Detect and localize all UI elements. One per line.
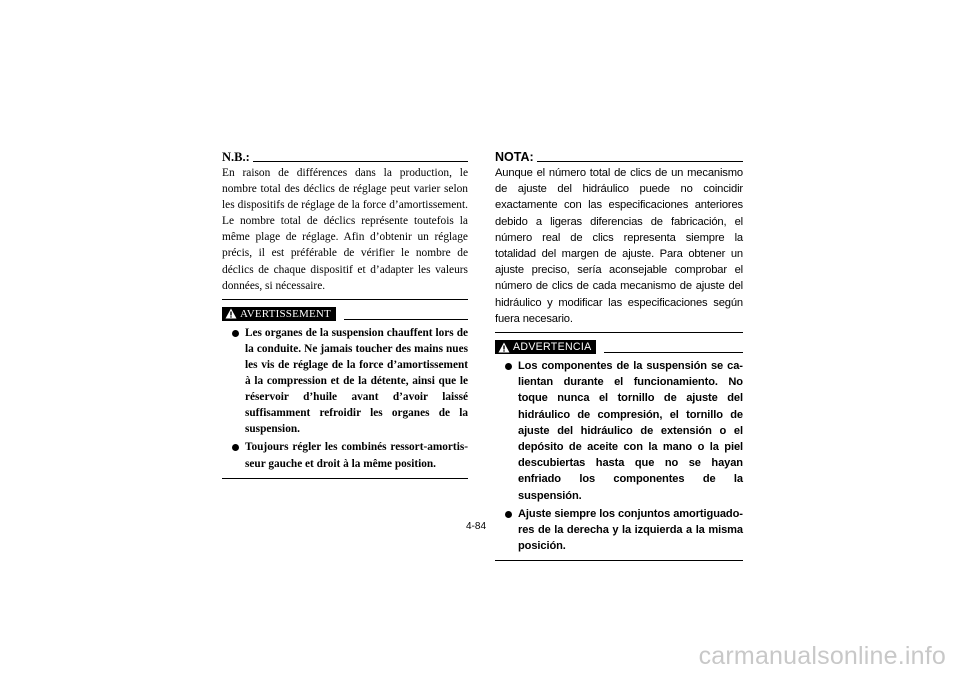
bullet-dot-icon — [505, 511, 512, 518]
warning-badge — [222, 307, 336, 321]
bullet-dot-icon — [232, 330, 239, 337]
warning-badge — [495, 340, 596, 354]
warning-item — [222, 325, 468, 438]
warning-end-rule — [495, 560, 743, 561]
warning-header — [495, 338, 743, 356]
warning-item-text: Los componentes de la suspensión se calientan durante el funcionamiento. No toque nunca el tornillo de ajuste del hidráulico de compresión, el tornillo de ajuste del hidráulico de extensión o el depósito de aceite con la mano o la piel descubiertas hasta que no se hayan enfriado los componentes de la suspensión. — [518, 360, 743, 502]
page-number: 4-84 — [466, 521, 487, 532]
note-header — [495, 148, 743, 164]
note-end-rule — [222, 299, 468, 300]
warning-list — [222, 325, 468, 472]
warning-item — [222, 439, 468, 471]
warning-item-text: Les organes de la suspension chauffent lors de la conduite. Ne jamais toucher des mains nues les vis de réglage de la force d’amortissement à la compression et de la détente, ainsi que le réservoir d’huile avant d’avoir laissé suffisamment refroidir les organes de la suspension. — [245, 326, 468, 436]
warning-label: AVERTISSEMENT — [240, 307, 331, 320]
warning-list — [495, 358, 743, 554]
note-rule — [537, 161, 743, 162]
note-label: N.B.: — [222, 150, 250, 164]
warning-item — [495, 506, 743, 555]
warning-triangle-icon — [498, 342, 510, 353]
bullet-dot-icon — [232, 444, 239, 451]
note-rule — [253, 161, 468, 162]
note-label: NOTA: — [495, 150, 534, 164]
note-header — [222, 148, 468, 164]
warning-item-text: Toujours régler les combinés ressort-amortisseur gauche et droit à la même position. — [245, 441, 468, 470]
warning-triangle-icon — [225, 308, 237, 319]
warning-end-rule — [222, 478, 468, 479]
french-column — [222, 148, 468, 479]
note-text: Aunque el número total de clics de un mecanismo de ajuste del hidráulico puede no coincidir exactamente con las especificaciones anteriores debido a ligeras diferencias de fabricación, el número real de clics representa siempre la totalidad del margen de ajuste. Para obtener un ajuste preciso, sería aconsejable comprobar el número de clics de cada mecanismo de ajuste del hidráulico y modificar las especificaciones según fuera necesario. — [495, 167, 743, 325]
warning-item-text: Ajuste siempre los conjuntos amortiguadores de la derecha y la izquierda a la misma posición. — [518, 507, 743, 553]
bullet-dot-icon — [505, 363, 512, 370]
watermark: carmanualsonline.info — [698, 642, 946, 670]
warning-rule — [604, 352, 743, 353]
warning-rule — [344, 319, 468, 320]
note-end-rule — [495, 332, 743, 333]
warning-item — [495, 358, 743, 504]
warning-label: ADVERTENCIA — [513, 341, 592, 354]
warning-header — [222, 305, 468, 323]
spanish-column — [495, 148, 743, 561]
note-text: En raison de différences dans la production, le nombre total des déclics de réglage peut varier selon les dispositifs de réglage de la force d’amortissement. Le nombre total de déclics représente toutefois la même plage de réglage. Afin d’obtenir un réglage précis, il est préférable de vérifier le nombre de déclics de chaque dispositif et d’adapter les valeurs données, si nécessaire. — [222, 167, 468, 292]
